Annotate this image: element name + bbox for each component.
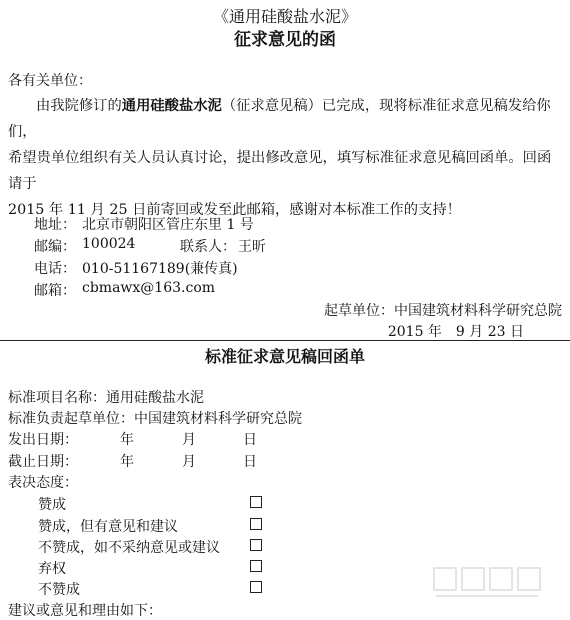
address-value: 北京市朝阳区管庄东里 1 号 xyxy=(82,217,254,233)
drafting-unit: 标准负责起草单位：中国建筑材料科学研究总院 xyxy=(8,411,302,427)
letter-body xyxy=(8,93,564,223)
contact-person-value: 王昕 xyxy=(238,239,266,255)
option-disapprove-conditional-checkbox[interactable] xyxy=(250,539,262,551)
section-divider xyxy=(0,340,570,341)
sent-year: 年 xyxy=(120,432,134,448)
option-approve-label: 赞成 xyxy=(38,497,66,513)
email-label: 邮箱： xyxy=(34,283,76,299)
option-abstain-checkbox[interactable] xyxy=(250,560,262,572)
project-name: 标准项目名称：通用硅酸盐水泥 xyxy=(8,390,204,406)
option-approve-checkbox[interactable] xyxy=(250,496,262,508)
zip-label: 邮编： xyxy=(34,239,76,255)
suggestion-label: 建议或意见和理由如下： xyxy=(8,603,162,619)
sent-month: 月 xyxy=(182,432,196,448)
body-prefix: 由我院修订的 xyxy=(36,98,122,114)
document-subtitle: 《通用硅酸盐水泥》 xyxy=(212,7,357,26)
deadline-year: 年 xyxy=(120,454,134,470)
drafting-organization: 起草单位：中国建筑材料科学研究总院 xyxy=(324,303,562,319)
deadline-day: 日 xyxy=(243,454,257,470)
deadline-label: 截止日期： xyxy=(8,454,78,470)
body-rest: （征求意见稿）已完成，现将标准征求意见稿发给你们， xyxy=(8,98,551,140)
option-abstain-label: 弃权 xyxy=(38,561,66,577)
sent-day: 日 xyxy=(243,432,257,448)
body-line-2: 希望贵单位组织有关人员认真讨论，提出修改意见，填写标准征求意见稿回函单。回函请于 xyxy=(8,150,552,192)
signature-date: 2015 年 9 月 23 日 xyxy=(387,324,524,340)
form-title: 标准征求意见稿回函单 xyxy=(204,347,365,366)
email-value[interactable]: cbmawx@163.com xyxy=(82,280,216,296)
option-disapprove-checkbox[interactable] xyxy=(250,581,262,593)
salutation: 各有关单位： xyxy=(8,73,92,89)
option-approve-with-comments-label: 赞成，但有意见和建议 xyxy=(38,519,178,535)
body-line-1 xyxy=(8,93,564,145)
document-title: 征求意见的函 xyxy=(234,30,336,50)
option-disapprove-label: 不赞成 xyxy=(38,582,80,598)
option-approve-with-comments-checkbox[interactable] xyxy=(250,518,262,530)
option-disapprove-conditional-label: 不赞成，如不采纳意见或建议 xyxy=(38,540,220,556)
body-line-3: 2015 年 11 月 25 日前寄回或发至此邮箱，感谢对本标准工作的支持！ xyxy=(8,202,461,218)
watermark-logo-icon xyxy=(432,562,542,602)
contact-person-label: 联系人： xyxy=(180,239,236,255)
deadline-month: 月 xyxy=(182,454,196,470)
sent-date-label: 发出日期： xyxy=(8,432,78,448)
standard-name: 通用硅酸盐水泥 xyxy=(121,98,222,114)
phone-value: 010-51167189(兼传真) xyxy=(82,261,238,277)
zip-value: 100024 xyxy=(82,236,136,252)
vote-attitude-label: 表决态度： xyxy=(8,475,78,491)
phone-label: 电话： xyxy=(34,261,76,277)
address-label: 地址： xyxy=(34,217,76,233)
